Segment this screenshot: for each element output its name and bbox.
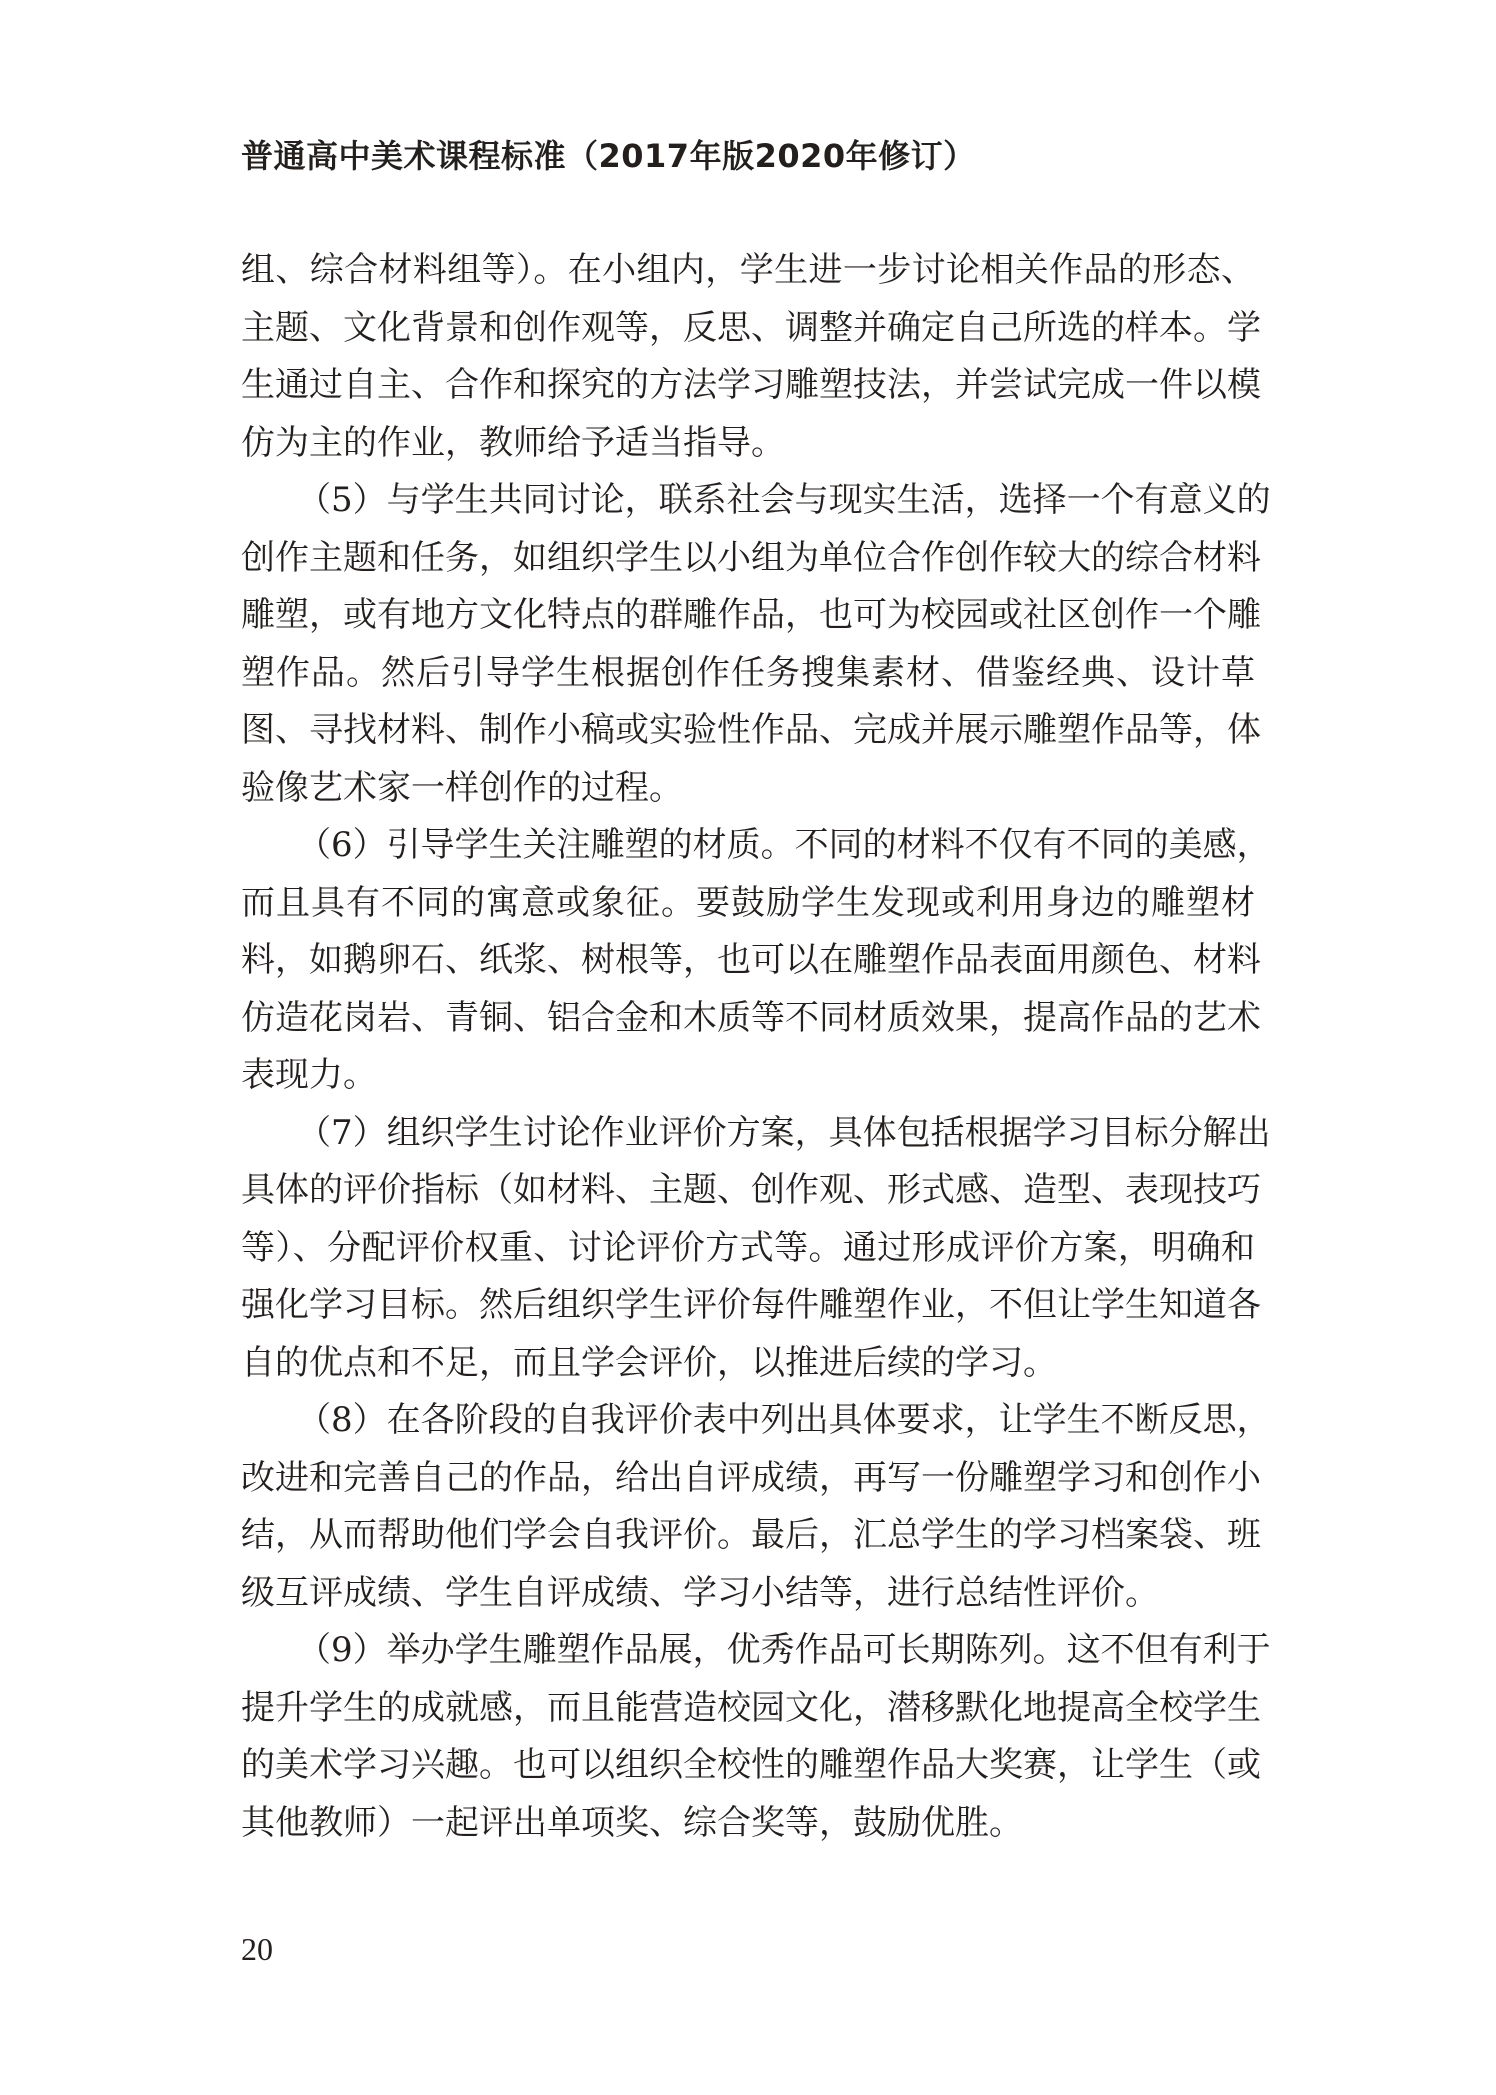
text-line: （8）在各阶段的自我评价表中列出具体要求，让学生不断反思， bbox=[297, 1400, 1271, 1440]
text-line: 具体的评价指标（如材料、主题、创作观、形式感、造型、表现技巧 bbox=[241, 1170, 1261, 1210]
text-line: 表现力。 bbox=[241, 1055, 377, 1095]
body-text bbox=[241, 242, 1271, 1852]
text-line: （9）举办学生雕塑作品展，优秀作品可长期陈列。这不但有利于 bbox=[297, 1630, 1271, 1670]
text-line: 主题、文化背景和创作观等，反思、调整并确定自己所选的样本。学 bbox=[241, 307, 1261, 348]
text-line: 雕塑，或有地方文化特点的群雕作品，也可为校园或社区创作一个雕 bbox=[241, 595, 1261, 635]
page-number: 20 bbox=[241, 1931, 273, 1967]
text-line: 塑作品。然后引导学生根据创作任务搜集素材、借鉴经典、设计草 bbox=[241, 652, 1255, 693]
text-line: 强化学习目标。然后组织学生评价每件雕塑作业，不但让学生知道各 bbox=[241, 1285, 1261, 1325]
text-line: 其他教师）一起评出单项奖、综合奖等，鼓励优胜。 bbox=[241, 1802, 1023, 1843]
text-line: 改进和完善自己的作品，给出自评成绩，再写一份雕塑学习和创作小 bbox=[241, 1457, 1261, 1498]
paragraph bbox=[241, 1392, 1271, 1622]
text-line: （5）与学生共同讨论，联系社会与现实生活，选择一个有意义的 bbox=[297, 480, 1271, 520]
text-line: 仿造花岗岩、青铜、铝合金和木质等不同材质效果，提高作品的艺术 bbox=[241, 997, 1261, 1038]
text-line: 级互评成绩、学生自评成绩、学习小结等，进行总结性评价。 bbox=[241, 1572, 1159, 1613]
text-line: 提升学生的成就感，而且能营造校园文化，潜移默化地提高全校学生 bbox=[241, 1687, 1261, 1728]
text-line: 图、寻找材料、制作小稿或实验性作品、完成并展示雕塑作品等，体 bbox=[241, 710, 1261, 750]
text-line: 的美术学习兴趣。也可以组织全校性的雕塑作品大奖赛，让学生（或 bbox=[241, 1745, 1261, 1785]
paragraph bbox=[241, 1622, 1271, 1852]
text-line: 生通过自主、合作和探究的方法学习雕塑技法，并尝试完成一件以模 bbox=[241, 365, 1261, 405]
text-line: 料，如鹅卵石、纸浆、树根等，也可以在雕塑作品表面用颜色、材料 bbox=[241, 940, 1261, 980]
text-line: 等）、分配评价权重、讨论评价方式等。通过形成评价方案，明确和 bbox=[241, 1227, 1255, 1268]
text-line: 组、综合材料组等）。在小组内，学生进一步讨论相关作品的形态、 bbox=[241, 250, 1255, 290]
paragraph bbox=[241, 817, 1271, 1105]
text-line: （7）组织学生讨论作业评价方案，具体包括根据学习目标分解出 bbox=[297, 1112, 1271, 1153]
paragraph bbox=[241, 242, 1261, 472]
text-line: 创作主题和任务，如组织学生以小组为单位合作创作较大的综合材料 bbox=[241, 537, 1261, 578]
text-line: 而且具有不同的寓意或象征。要鼓励学生发现或利用身边的雕塑材 bbox=[241, 882, 1255, 923]
text-line: 结，从而帮助他们学会自我评价。最后，汇总学生的学习档案袋、班 bbox=[241, 1515, 1261, 1555]
paragraph bbox=[241, 472, 1271, 817]
text-line: 自的优点和不足，而且学会评价，以推进后续的学习。 bbox=[241, 1342, 1057, 1383]
text-line: 验像艺术家一样创作的过程。 bbox=[241, 767, 683, 808]
text-line: （6）引导学生关注雕塑的材质。不同的材料不仅有不同的美感， bbox=[297, 825, 1271, 865]
text-line: 仿为主的作业，教师给予适当指导。 bbox=[241, 422, 785, 463]
running-header: 普通高中美术课程标准（2017年版2020年修订） bbox=[241, 137, 976, 175]
paragraph bbox=[241, 1105, 1271, 1393]
